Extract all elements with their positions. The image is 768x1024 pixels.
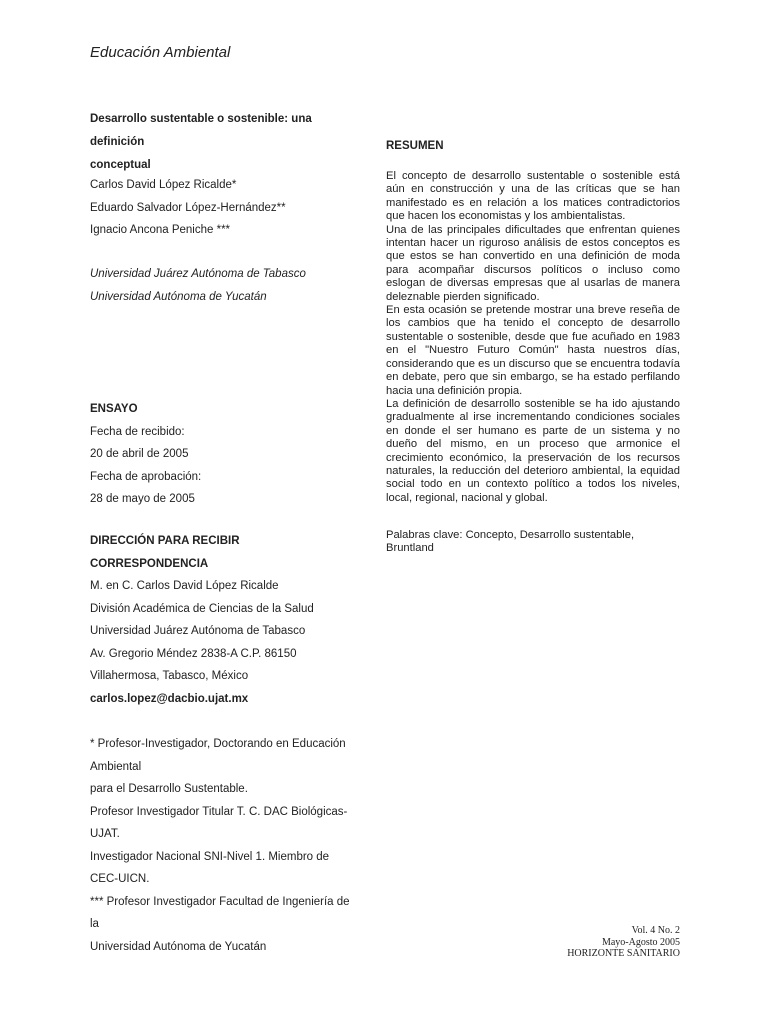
abstract-heading: RESUMEN xyxy=(386,140,444,152)
ensayo-line: Fecha de aprobación: xyxy=(90,470,202,483)
address-line: Universidad Juárez Autónoma de Tabasco xyxy=(90,625,306,637)
article-title-line: conceptual xyxy=(90,159,151,171)
footnote-line: Profesor Investigador Titular T. C. DAC Biológicas-UJAT. xyxy=(90,805,348,840)
article-title xyxy=(90,108,355,177)
footer-line: HORIZONTE SANITARIO xyxy=(567,948,680,959)
author-footnotes xyxy=(90,733,360,958)
ensayo-line: 28 de mayo de 2005 xyxy=(90,493,195,505)
address-line: División Académica de Ciencias de la Salud xyxy=(90,602,314,615)
footnote-line: para el Desarrollo Sustentable. xyxy=(90,783,248,795)
abstract-body xyxy=(386,170,680,505)
author-name: Ignacio Ancona Peniche *** xyxy=(90,224,231,236)
ensayo-label: ENSAYO xyxy=(90,403,138,415)
abstract-paragraph: Una de las principales dificultades que enfrentan quienes intentan hacer un riguroso análisis de estos conceptos es que estos se han convertido en una definición de moda para acompañar discursos políticos o incluso como eslogan de diversas empresas que al usarlas de manera deleznable pierden significado. xyxy=(386,223,680,303)
affiliation: Universidad Autónoma de Yucatán xyxy=(90,290,267,303)
correspondence-label: CORRESPONDENCIA xyxy=(90,557,209,570)
author-list xyxy=(90,174,360,242)
affiliation-list xyxy=(90,263,360,308)
correspondence-label: DIRECCIÓN PARA RECIBIR xyxy=(90,535,240,547)
footer-line: Mayo-Agosto 2005 xyxy=(601,936,680,948)
ensayo-block xyxy=(90,398,360,511)
abstract-paragraph: En esta ocasión se pretende mostrar una breve reseña de los cambios que ha tenido el concepto de desarrollo sustentable o sostenible, desde que fue acuñado en 1983 en el "Nuestro Futuro Común" hasta nuestros días, considerando que es un discurso que se encuentra todavía en debate, pero que sin embargo, se ha estado perfilando hacia una definición propia. xyxy=(386,304,680,397)
footnote-line: Investigador Nacional SNI-Nivel 1. Miembro de CEC-UICN. xyxy=(90,850,330,885)
footer-line: Vol. 4 No. 2 xyxy=(631,925,680,936)
footnote-line: * Profesor-Investigador, Doctorando en Educación Ambiental xyxy=(90,738,346,773)
address-line: Av. Gregorio Méndez 2838-A C.P. 86150 xyxy=(90,647,297,660)
ensayo-line: 20 de abril de 2005 xyxy=(90,448,189,460)
footnote-line: *** Profesor Investigador Facultad de Ingeniería de la xyxy=(90,895,350,930)
footnote-line: Universidad Autónoma de Yucatán xyxy=(90,940,267,953)
journal-section-title: Educación Ambiental xyxy=(90,44,231,61)
author-name: Carlos David López Ricalde* xyxy=(90,179,237,191)
contact-email: carlos.lopez@dacbio.ujat.mx xyxy=(90,692,249,705)
affiliation: Universidad Juárez Autónoma de Tabasco xyxy=(90,268,306,280)
abstract-paragraph: La definición de desarrollo sostenible se ha ido ajustando gradualmente al irse incrementando condiciones sociales en donde el ser humano es parte de un sistema y no dueño del mismo, en un proceso que armonice el crecimiento económico, la preservación de los recursos naturales, la reducción del deterioro ambiental, la equidad social todo en un contexto político a todos los niveles, local, regional, nacional y global. xyxy=(386,397,680,504)
correspondence-block xyxy=(90,530,360,710)
address-line: M. en C. Carlos David López Ricalde xyxy=(90,580,279,592)
keywords: Palabras clave: Concepto, Desarrollo sustentable, Bruntland xyxy=(386,529,635,555)
ensayo-line: Fecha de recibido: xyxy=(90,425,185,438)
author-name: Eduardo Salvador López-Hernández** xyxy=(90,201,286,214)
abstract-paragraph: El concepto de desarrollo sustentable o sostenible está aún en construcción y una de las críticas que se han manifestado es en relación a los matices contradictorios que hacen los economistas y los ambientalistas. xyxy=(386,170,680,223)
page-footer xyxy=(567,925,680,960)
address-line: Villahermosa, Tabasco, México xyxy=(90,670,249,682)
article-title-line: Desarrollo sustentable o sostenible: una definición xyxy=(90,113,312,148)
